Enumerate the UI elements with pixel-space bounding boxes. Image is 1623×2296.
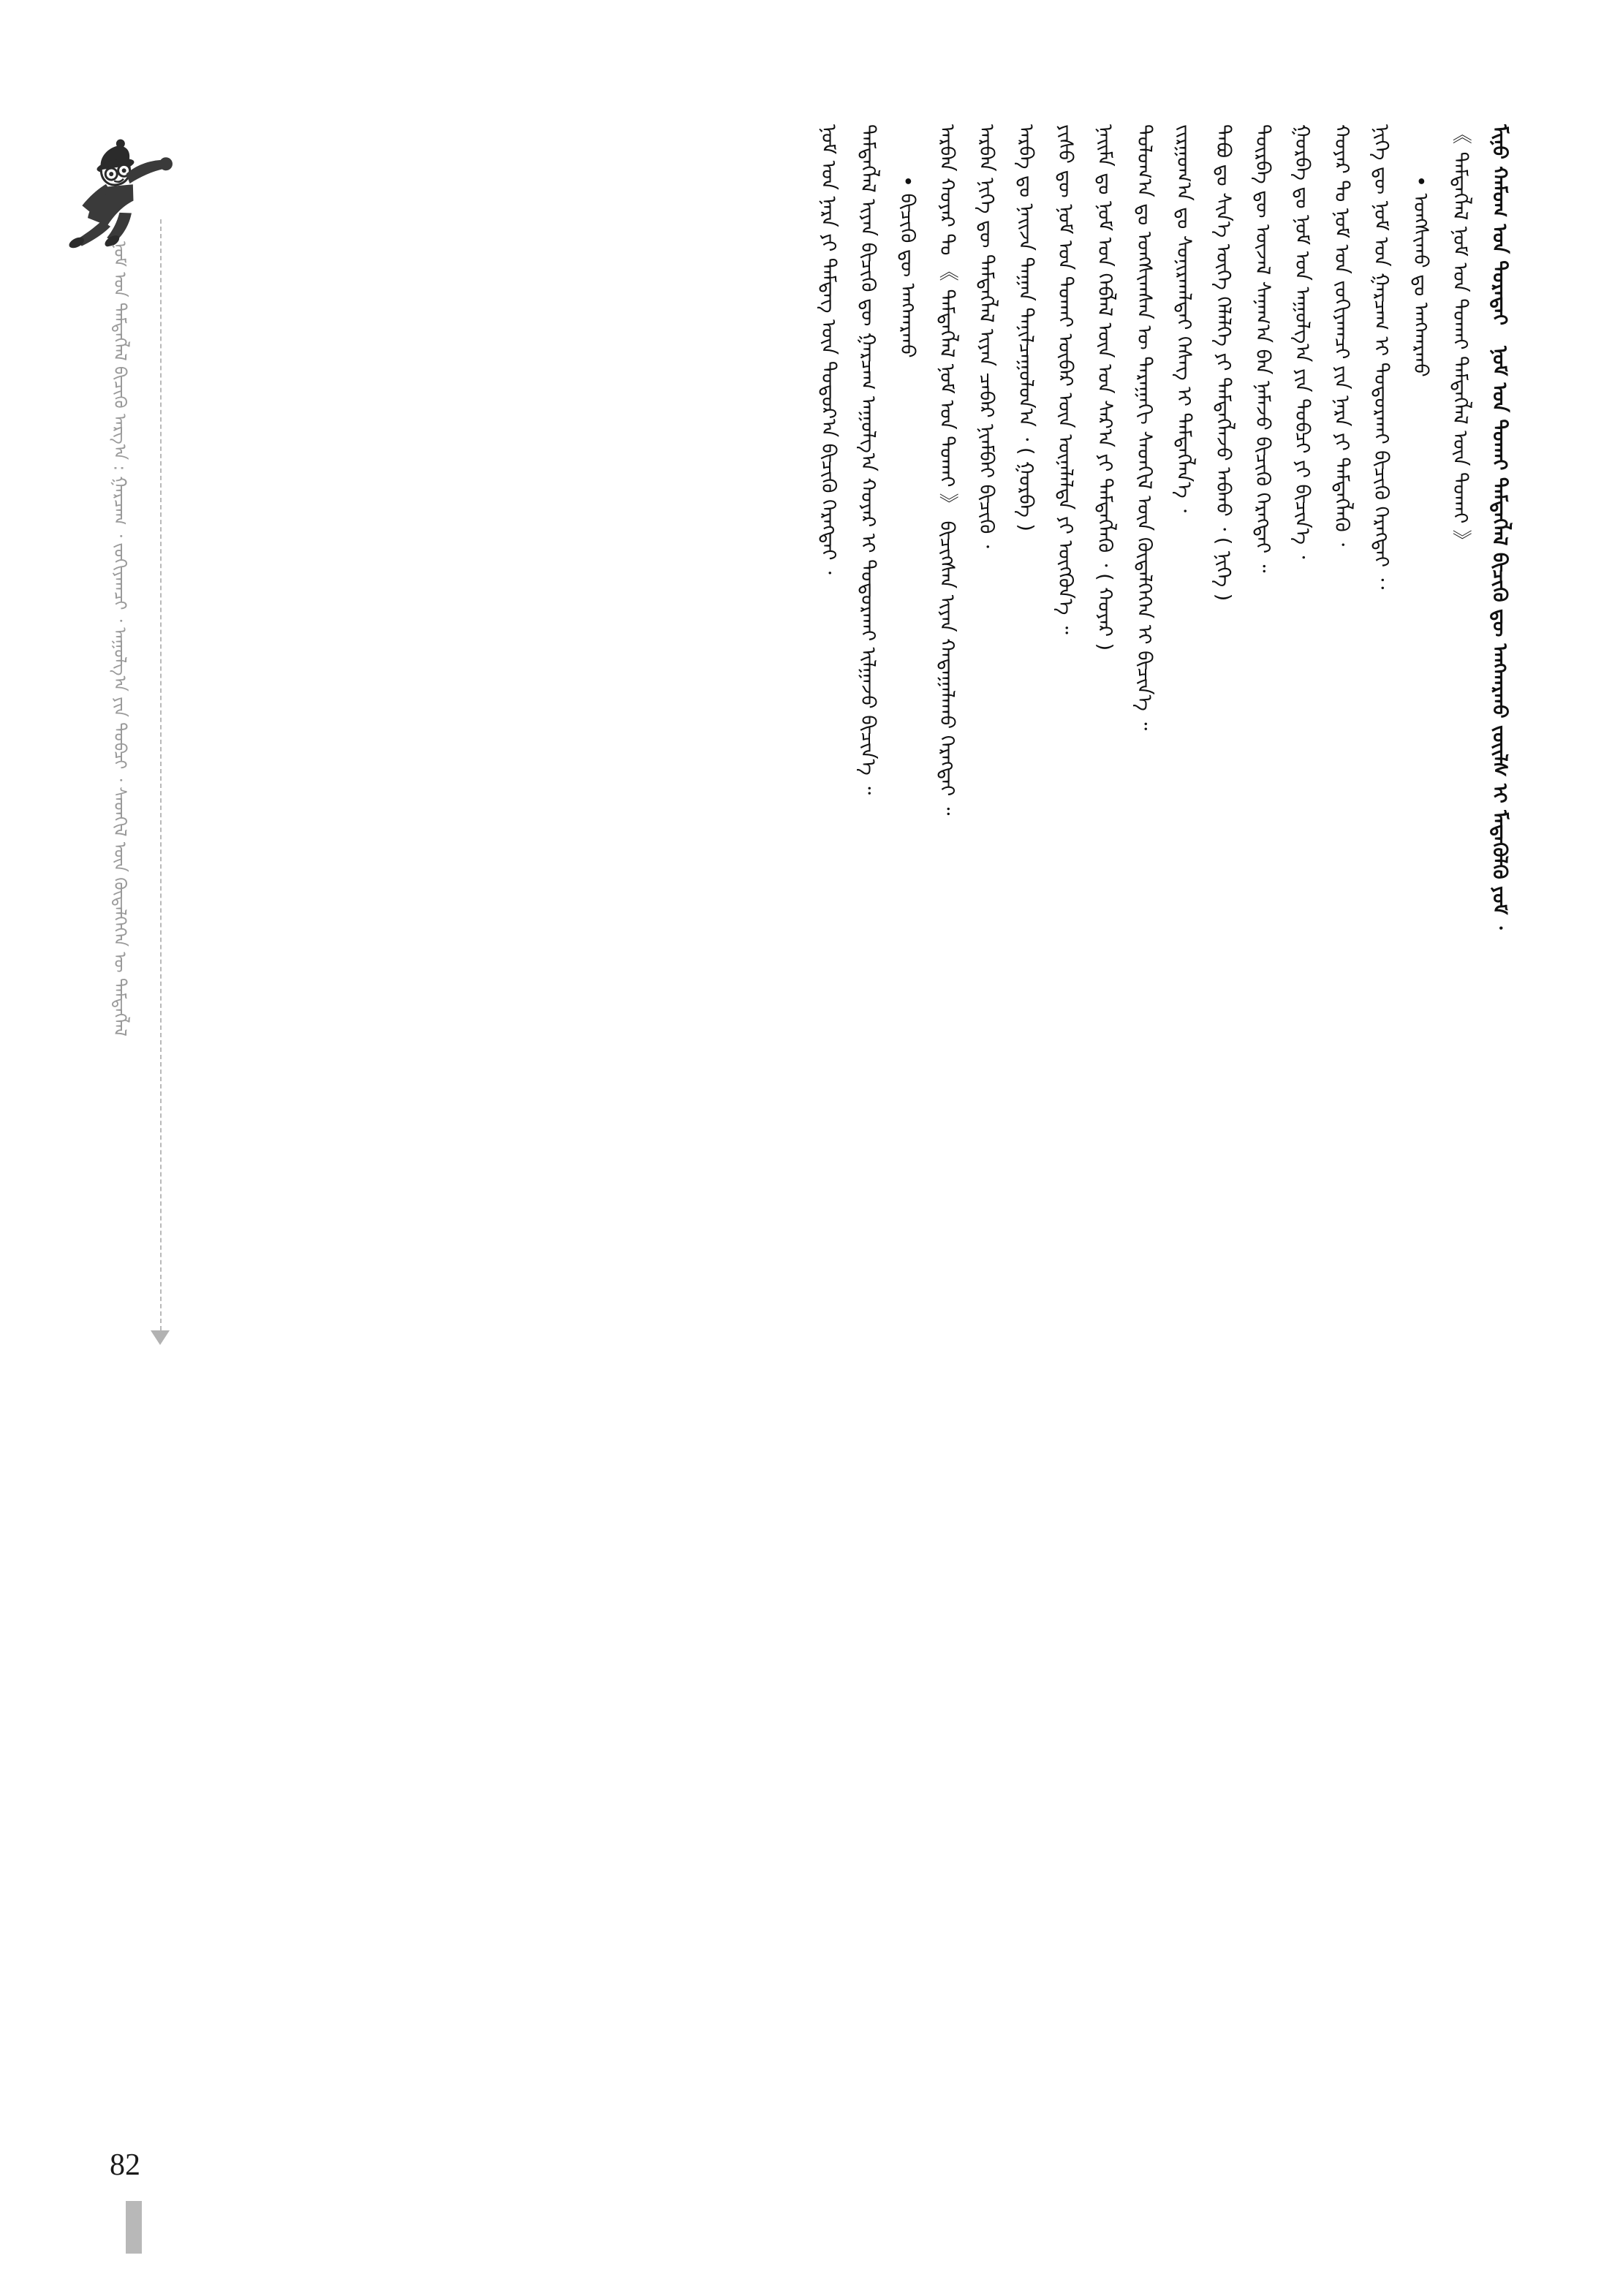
text-column: ᠨᠣᠮ ᠤᠨ ᠨᠡᠷᠡ ᠶᠢ ᠲᠡᠮᠳᠡᠭ ᠦᠨ ᠳᠣᠲᠣᠷ᠎ᠠ ᠪᠢᠴᠢᠬᠦ ᠬᠡᠷᠡᠭᠲᠡᠢ ᠂ <box>817 124 840 575</box>
running-boy-illustration <box>48 115 221 254</box>
text-column: ᠳᠣᠯᠣᠭ᠎ᠠ ᠳᠤ ᠤᠩᠰᠢᠭᠰᠠᠨ ᠦ ᠳᠠᠷᠠᠭᠠᠬᠢ ᠰᠡᠳᠬᠢᠯ ᠦᠨ ᠬᠥᠳᠡᠯᠭᠡᠭᠡᠨ ᠢ ᠪᠢᠴᠢᠨ᠎ᠡ ᠃ <box>1133 124 1156 731</box>
section-heading: • ᠪᠢᠴᠢᠬᠦ ᠳᠦ ᠠᠩᠬᠠᠷᠬᠤ <box>896 175 919 358</box>
text-column: ᠲᠡᠮᠳᠡᠭᠯᠡᠯ ᠢᠶᠡᠨ ᠪᠢᠴᠢᠬᠦ ᠳᠦ ᠭᠠᠷᠴᠠᠭ ᠠᠭᠤᠯᠭ᠎ᠠ ᠬᠣᠶᠠᠷ ᠢ ᠲᠣᠳᠣᠷᠬᠠᠢ ᠢᠯᠭᠠᠵᠤ ᠪᠢᠴᠢᠨ᠎ᠡ ᠃ <box>857 124 879 795</box>
text-column: ᠬᠣᠶᠠᠷ ᠲᠤ ᠨᠣᠮ ᠤᠨ ᠵᠣᠬᠢᠶᠠᠭᠴᠢ ᠶᠢᠨ ᠨᠡᠷᠡ ᠶᠢ ᠲᠡᠮᠳᠡᠭᠯᠡᠬᠦ ᠂ <box>1331 124 1353 547</box>
text-column: ᠨᠠᠢᠮᠠ ᠳᠤ ᠨᠣᠮ ᠤᠨ ᠬᠡᠪᠯᠡᠯ ᠦᠨ ᠣᠨ ᠰᠠᠷ᠎ᠠ ᠶᠢ ᠲᠡᠮᠳᠡᠭᠯᠡᠬᠦ ᠂ ( ᠬᠣᠶᠠᠷ ) <box>1094 124 1116 651</box>
page-title: ᠮᠢᠨᠦ ᠬᠠᠮᠤᠭ ᠤᠨ ᠳᠤᠷᠠᠲᠠᠢ ᠨᠣᠮ ᠤᠨ ᠲᠤᠬᠠᠢ ᠲᠡᠮᠳᠡᠭᠯᠡᠯ ᠪᠢᠴᠢᠬᠦ ᠳᠦ ᠠᠩᠬᠠᠷᠬᠤ ᠵᠦᠢᠯᠰ ᠢ ᠮᠡᠳᠡᠭᠦᠯᠬᠦ ᠶᠤᠮ ᠂ <box>1488 124 1511 930</box>
text-column: ᠭᠤᠷᠪᠠ ᠳᠤ ᠨᠣᠮ ᠤᠨ ᠠᠭᠤᠯᠭ᠎ᠠ ᠶᠢᠨ ᠲᠣᠪᠴᠢ ᠶᠢ ᠪᠢᠴᠢᠨ᠎ᠡ ᠂ <box>1291 124 1314 559</box>
margin-dashed-line <box>160 219 162 1330</box>
text-column: 《 ᠲᠡᠮᠳᠡᠭᠯᠡᠯ ᠨᠣᠮ ᠤᠨ ᠲᠤᠬᠠᠢ ᠲᠡᠮᠳᠡᠭᠯᠡᠯ ᠦᠨ ᠲᠤᠬᠠᠢ 》 <box>1449 124 1472 550</box>
margin-note: ᠨᠣᠮ ᠤᠨ ᠲᠡᠮᠳᠡᠭᠯᠡᠯ ᠪᠢᠴᠢᠬᠦ ᠠᠷᠭ᠎ᠠ : ᠭᠠᠷᠴᠠᠭ ᠂ ᠵᠣᠬᠢᠶᠠᠭᠴᠢ ᠂ ᠠᠭᠤᠯᠭ᠎ᠠ ᠶᠢᠨ ᠲᠣᠪᠴᠢ ᠂ ᠰᠡᠳᠬᠢᠯ ᠦᠨ ᠬᠥᠳᠡᠯᠭᠡᠭᠡᠨ ᠦ ᠲᠡᠮᠳᠡᠭᠯᠡᠯ <box>110 241 129 1037</box>
page-number: 82 <box>110 2148 140 2182</box>
text-column: ᠲᠠᠪᠤ ᠳᠤ ᠰᠢᠨ᠎ᠡ ᠦᠭᠡ ᠬᠡᠯᠡᠯᠭᠡ ᠶᠢ ᠲᠡᠮᠳᠡᠭᠯᠡᠵᠦ ᠠᠪᠬᠤ ᠂ ( ᠨᠢᠭᠡ ) <box>1212 124 1235 602</box>
text-column: ᠵᠢᠷᠭᠤᠭ᠎ᠠ ᠳᠤ ᠰᠣᠨᠢᠷᠬᠠᠯᠲᠠᠢ ᠬᠡᠰᠡᠭ ᠢ ᠲᠡᠮᠳᠡᠭᠯᠡᠨ᠎ᠡ ᠂ <box>1173 124 1195 513</box>
section-heading: • ᠤᠩᠰᠢᠬᠤ ᠳᠤ ᠠᠩᠬᠠᠷᠬᠤ <box>1410 175 1432 377</box>
text-column: ᠳᠦᠷᠪᠡ ᠳᠦ ᠦᠵᠡᠯ ᠰᠠᠨᠠᠭ᠎ᠠ ᠪᠠᠨ ᠨᠡᠮᠡᠵᠦ ᠪᠢᠴᠢᠬᠦ ᠬᠡᠷᠡᠭᠲᠡᠢ ᠃ <box>1252 124 1274 573</box>
text-column: ᠠᠷᠪᠠᠨ ᠬᠣᠶᠠᠷ ᠲᠤ 《 ᠲᠡᠮᠳᠡᠭᠯᠡᠯ ᠨᠣᠮ ᠤᠨ ᠲᠤᠬᠠᠢ 》 ᠪᠢᠴᠢᠭᠰᠡᠨ ᠢᠶᠡᠨ ᠬᠠᠳᠠᠭᠠᠯᠠᠬᠤ ᠬᠡᠷᠡᠭᠲᠡᠢ ᠃ <box>936 124 958 816</box>
footer-bar <box>126 2201 142 2254</box>
margin-arrow-icon <box>151 1330 170 1345</box>
text-column: ᠶᠢᠰᠦ ᠳᠦ ᠨᠣᠮ ᠤᠨ ᠲᠤᠬᠠᠢ ᠥᠪᠡᠷ ᠦᠨ ᠦᠨᠡᠯᠡᠯᠲᠡ ᠶᠢ ᠥᠭᠭᠦᠨ᠎ᠡ ᠃ <box>1054 124 1077 634</box>
body-text-area <box>817 124 1528 2069</box>
text-column: ᠠᠷᠪᠠ ᠳᠤ ᠨᠠᠢᠵᠠ ᠳᠠᠭᠠᠨ ᠲᠠᠨᠢᠯᠴᠠᠭᠤᠯᠤᠨ᠎ᠠ ᠂ ( ᠭᠤᠷᠪᠠ ) <box>1015 124 1037 531</box>
text-column: ᠠᠷᠪᠠᠨ ᠨᠢᠭᠡ ᠳᠦ ᠲᠡᠮᠳᠡᠭᠯᠡᠯ ᠢᠶᠡᠨ ᠴᠡᠪᠡᠷ ᠨᠢᠠᠮᠪᠠᠢ ᠪᠢᠴᠢᠬᠦ ᠂ <box>975 124 998 548</box>
text-column: ᠨᠢᠭᠡ ᠳᠦ ᠨᠣᠮ ᠤᠨ ᠭᠠᠷᠴᠠᠭ ᠢ ᠲᠣᠳᠣᠷᠬᠠᠢ ᠪᠢᠴᠢᠬᠦ ᠬᠡᠷᠡᠭᠲᠡᠢ ᠂᠂ <box>1370 124 1393 590</box>
